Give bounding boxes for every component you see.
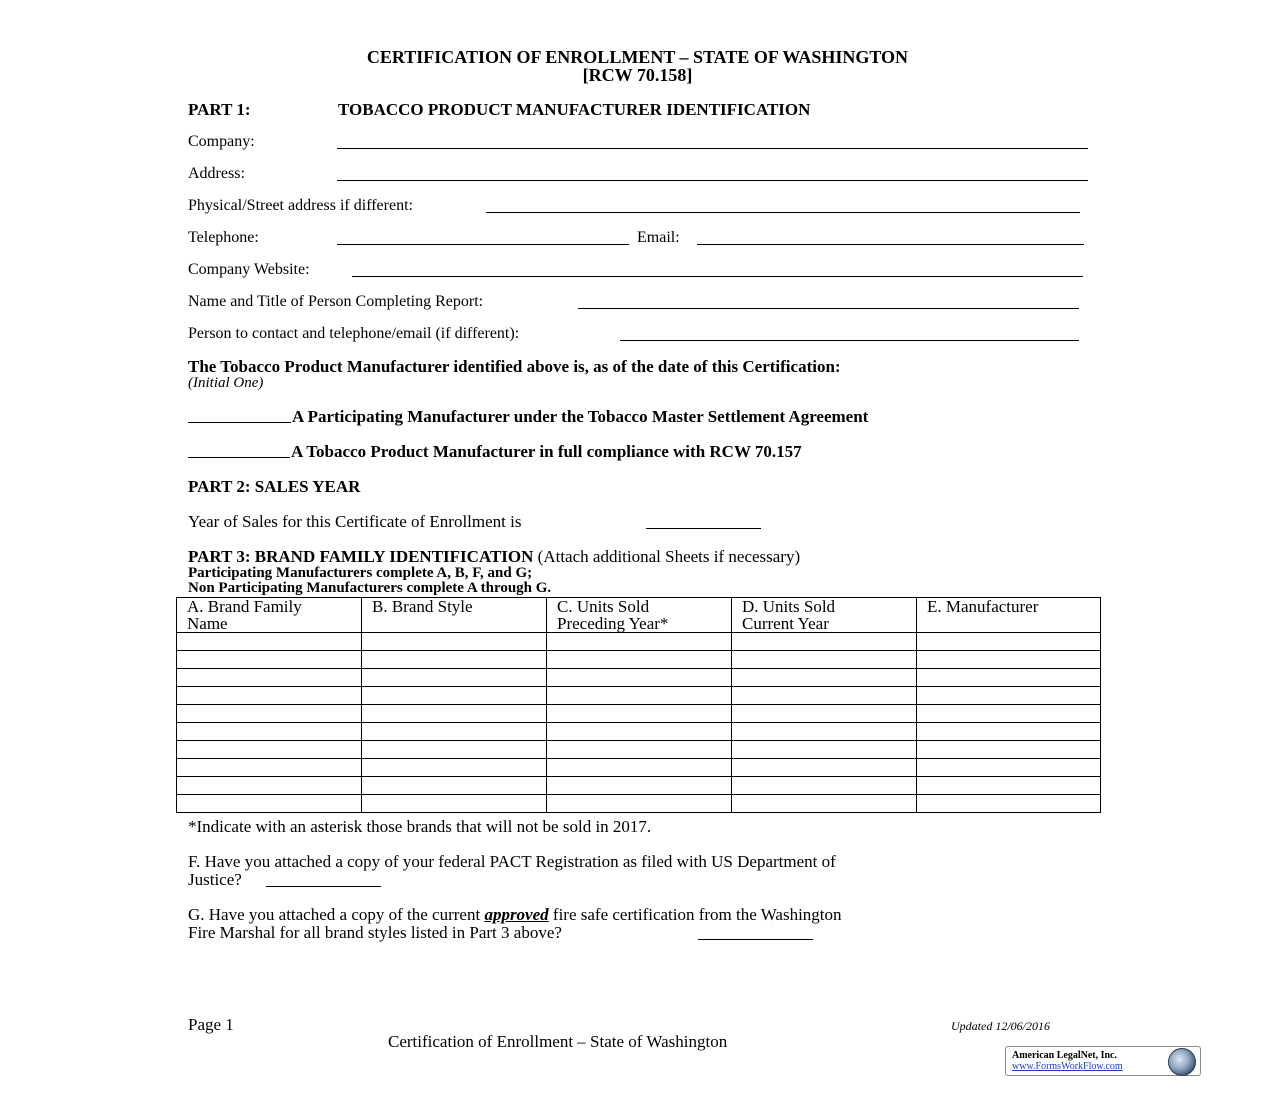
question-g-line2: Fire Marshal for all brand styles listed in Part 3 above? [188,923,562,942]
logo-url-link[interactable]: www.FormsWorkFlow.com [1012,1061,1123,1072]
document-title: CERTIFICATION OF ENROLLMENT – STATE OF WASHINGTON [366,47,909,67]
updated-date: Updated 12/06/2016 [951,1019,1050,1033]
table-cell[interactable] [917,633,1101,651]
column-header-brand-family: A. Brand Family Name [177,598,362,633]
table-cell[interactable] [547,741,732,759]
table-row [177,795,1101,813]
table-cell[interactable] [177,687,362,705]
table-cell[interactable] [732,741,917,759]
table-cell[interactable] [177,651,362,669]
table-cell[interactable] [177,669,362,687]
table-cell[interactable] [362,723,547,741]
question-g-post: fire safe certification from the Washington [552,905,842,924]
table-row [177,741,1101,759]
footer-doc-title: Certification of Enrollment – State of Washington [388,1032,728,1051]
table-cell[interactable] [732,687,917,705]
table-cell[interactable] [547,651,732,669]
person-completing-label: Name and Title of Person Completing Report: [188,293,484,310]
sales-year-label: Year of Sales for this Certificate of Enrollment is [188,512,522,531]
initial-note: (Initial One) [188,375,264,391]
physical-address-field[interactable] [486,212,1080,213]
manufacturer-statement: The Tobacco Product Manufacturer identified above is, as of the date of this Certification: [188,357,841,376]
column-header-units-preceding: C. Units Sold Preceding Year* [547,598,732,633]
formsworkflow-logo[interactable] [1005,1046,1201,1076]
table-cell[interactable] [732,651,917,669]
table-cell[interactable] [547,795,732,813]
table-cell[interactable] [732,669,917,687]
table-row [177,705,1101,723]
brand-family-table [176,597,1101,813]
column-header-units-current: D. Units Sold Current Year [732,598,917,633]
table-cell[interactable] [547,705,732,723]
physical-address-label: Physical/Street address if different: [188,197,413,214]
table-cell[interactable] [177,795,362,813]
table-cell[interactable] [362,705,547,723]
column-header-brand-style: B. Brand Style [362,598,547,633]
table-row [177,759,1101,777]
table-cell[interactable] [362,651,547,669]
question-f-line2: Justice? [188,870,242,889]
document-subtitle: [RCW 70.158] [582,65,693,85]
pact-answer-field[interactable] [266,886,381,887]
table-cell[interactable] [547,669,732,687]
email-field[interactable] [697,244,1084,245]
table-cell[interactable] [917,669,1101,687]
table-cell[interactable] [177,777,362,795]
contact-label: Person to contact and telephone/email (if different): [188,325,520,342]
table-row [177,687,1101,705]
table-cell[interactable] [547,633,732,651]
table-cell[interactable] [177,759,362,777]
table-cell[interactable] [732,705,917,723]
option-compliance: A Tobacco Product Manufacturer in full compliance with RCW 70.157 [291,442,802,461]
table-row [177,723,1101,741]
table-header-row [177,598,1101,633]
website-label: Company Website: [188,261,310,278]
table-row [177,669,1101,687]
initial-field-participating[interactable] [188,422,291,423]
website-field[interactable] [352,276,1083,277]
table-cell[interactable] [732,633,917,651]
part2-heading: PART 2: SALES YEAR [188,477,361,496]
table-cell[interactable] [732,777,917,795]
company-field[interactable] [337,148,1088,149]
globe-seal-icon [1168,1048,1196,1076]
part1-label: PART 1: [188,100,251,119]
table-cell[interactable] [547,723,732,741]
table-cell[interactable] [177,633,362,651]
table-cell[interactable] [917,759,1101,777]
logo-company-name: American LegalNet, Inc. [1012,1050,1117,1061]
table-cell[interactable] [177,705,362,723]
table-cell[interactable] [362,633,547,651]
table-cell[interactable] [732,759,917,777]
page-number: Page 1 [188,1015,234,1034]
question-g-line1 [188,905,842,925]
option-participating: A Participating Manufacturer under the Tobacco Master Settlement Agreement [292,407,869,426]
sales-year-field[interactable] [646,528,761,529]
part3-instruction-2: Non Participating Manufacturers complete A through G. [188,580,552,596]
telephone-field[interactable] [337,244,629,245]
part3-heading-note: (Attach additional Sheets if necessary) [537,547,801,566]
table-cell[interactable] [547,777,732,795]
table-cell[interactable] [732,723,917,741]
table-cell[interactable] [177,741,362,759]
initial-field-compliance[interactable] [188,457,290,458]
table-cell[interactable] [917,723,1101,741]
table-cell[interactable] [917,777,1101,795]
part3-instruction-1: Participating Manufacturers complete A, B, F, and G; [188,565,533,581]
part1-heading: TOBACCO PRODUCT MANUFACTURER IDENTIFICATION [338,100,811,119]
table-footnote: *Indicate with an asterisk those brands that will not be sold in 2017. [188,817,652,836]
part3-heading: PART 3: BRAND FAMILY IDENTIFICATION [188,547,534,566]
table-cell[interactable] [547,759,732,777]
table-cell[interactable] [917,651,1101,669]
fire-safe-answer-field[interactable] [698,939,813,940]
table-cell[interactable] [917,705,1101,723]
table-cell[interactable] [362,795,547,813]
question-g-pre: G. Have you attached a copy of the current [188,905,481,924]
address-field[interactable] [337,180,1088,181]
table-cell[interactable] [547,687,732,705]
question-g-emphasis: approved [484,905,549,924]
table-cell[interactable] [362,741,547,759]
table-cell[interactable] [177,723,362,741]
address-label: Address: [188,165,245,182]
table-cell[interactable] [917,741,1101,759]
company-label: Company: [188,133,255,150]
table-cell[interactable] [362,777,547,795]
email-label: Email: [637,229,680,246]
table-cell[interactable] [917,795,1101,813]
table-cell[interactable] [917,687,1101,705]
table-row [177,777,1101,795]
table-cell[interactable] [732,795,917,813]
table-cell[interactable] [362,669,547,687]
table-cell[interactable] [362,759,547,777]
table-cell[interactable] [362,687,547,705]
table-row [177,633,1101,651]
column-header-manufacturer: E. Manufacturer [917,598,1101,633]
question-f-line1: F. Have you attached a copy of your federal PACT Registration as filed with US Department of [188,852,836,871]
table-row [177,651,1101,669]
person-completing-field[interactable] [578,308,1079,309]
part3-heading-line [188,547,800,567]
contact-field[interactable] [620,340,1079,341]
telephone-label: Telephone: [188,229,259,246]
